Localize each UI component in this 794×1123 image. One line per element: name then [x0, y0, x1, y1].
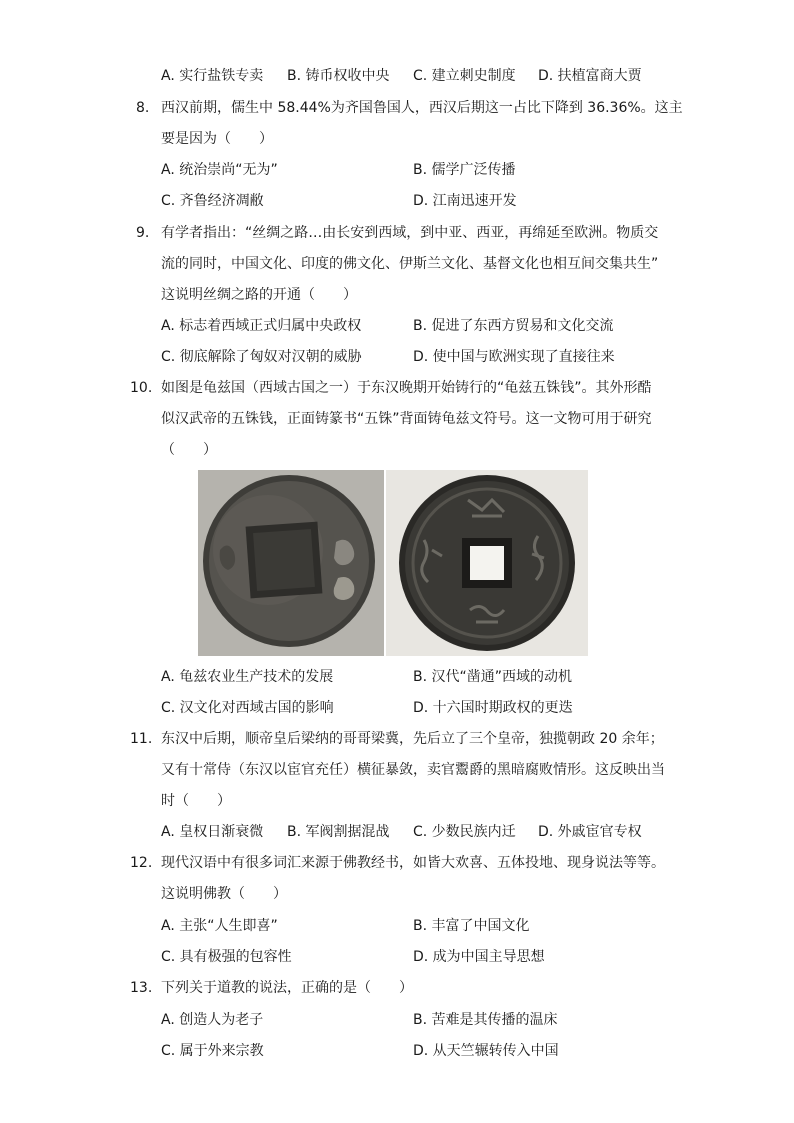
q12-option-c[interactable]: C. 具有极强的包容性: [161, 949, 292, 965]
q9-stem-line-3: 这说明丝绸之路的开通（ ）: [161, 287, 357, 303]
q9-option-d[interactable]: D. 使中国与欧洲实现了直接往来: [413, 349, 615, 365]
q9-number: 9.: [136, 225, 150, 241]
q10-option-c[interactable]: C. 汉文化对西域古国的影响: [161, 700, 334, 716]
q12-option-d[interactable]: D. 成为中国主导思想: [413, 949, 545, 965]
q10-option-d[interactable]: D. 十六国时期政权的更迭: [413, 700, 573, 716]
q12-stem-line-2: 这说明佛教（ ）: [161, 886, 287, 902]
q11-stem-line-1: 东汉中后期，顺帝皇后梁纳的哥哥梁冀，先后立了三个皇帝，独揽朝政 20 余年；: [161, 731, 664, 747]
q8-option-c[interactable]: C. 齐鲁经济凋敝: [161, 193, 264, 209]
q9-stem-line-2: 流的同时，中国文化、印度的佛文化、伊斯兰文化、基督文化也相互间交集共生”: [161, 256, 659, 272]
q13-option-a[interactable]: A. 创造人为老子: [161, 1012, 264, 1028]
q13-option-c[interactable]: C. 属于外来宗教: [161, 1043, 264, 1059]
q9-option-b[interactable]: B. 促进了东西方贸易和文化交流: [413, 318, 614, 334]
q9-stem-line-1: 有学者指出：“丝绸之路…由长安到西域，到中亚、西亚，再绵延至欧洲。物质交: [161, 225, 659, 241]
q11-option-d[interactable]: D. 外戚宦官专权: [538, 824, 642, 840]
q11-option-b[interactable]: B. 军阀割据混战: [287, 824, 390, 840]
q13-number: 13.: [130, 980, 153, 996]
coin-reverse-image: [198, 470, 384, 656]
q8-option-a[interactable]: A. 统治崇尚“无为”: [161, 162, 278, 178]
q11-stem-line-2: 又有十常侍（东汉以宦官充任）横征暴敛，卖官鬻爵的黑暗腐败情形。这反映出当: [161, 762, 665, 778]
q9-option-a[interactable]: A. 标志着西域正式归属中央政权: [161, 318, 362, 334]
q9-option-c[interactable]: C. 彻底解除了匈奴对汉朝的威胁: [161, 349, 362, 365]
q10-stem-line-2: 似汉武帝的五铢钱，正面铸篆书“五铢”背面铸龟兹文符号。这一文物可用于研究: [161, 411, 652, 427]
q12-option-b[interactable]: B. 丰富了中国文化: [413, 918, 530, 934]
q13-option-b[interactable]: B. 苦难是其传播的温床: [413, 1012, 558, 1028]
q12-number: 12.: [130, 855, 153, 871]
q11-number: 11.: [130, 731, 153, 747]
q7-option-a[interactable]: A. 实行盐铁专卖: [161, 68, 264, 84]
q8-number: 8.: [136, 100, 150, 116]
q11-option-c[interactable]: C. 少数民族内迁: [413, 824, 516, 840]
q8-option-d[interactable]: D. 江南迅速开发: [413, 193, 517, 209]
q11-stem-line-3: 时（ ）: [161, 793, 231, 809]
q10-option-a[interactable]: A. 龟兹农业生产技术的发展: [161, 669, 334, 685]
q13-option-d[interactable]: D. 从天竺辗转传入中国: [413, 1043, 559, 1059]
q8-stem-line-2: 要是因为（ ）: [161, 131, 273, 147]
coin-photo-reverse: [198, 470, 384, 656]
q7-option-c[interactable]: C. 建立刺史制度: [413, 68, 516, 84]
q8-stem-line-1: 西汉前期，儒生中 58.44%为齐国鲁国人，西汉后期这一占比下降到 36.36%。这主: [161, 100, 683, 116]
q7-option-b[interactable]: B. 铸币权收中央: [287, 68, 390, 84]
q10-number: 10.: [130, 380, 153, 396]
q12-option-a[interactable]: A. 主张“人生即喜”: [161, 918, 278, 934]
q11-option-a[interactable]: A. 皇权日渐衰微: [161, 824, 264, 840]
q10-stem-line-3: （ ）: [161, 442, 217, 458]
q12-stem-line-1: 现代汉语中有很多词汇来源于佛教经书，如皆大欢喜、五体投地、现身说法等等。: [161, 855, 665, 871]
q10-option-b[interactable]: B. 汉代“凿通”西域的动机: [413, 669, 573, 685]
coin-obverse-image: [386, 470, 588, 656]
q8-option-b[interactable]: B. 儒学广泛传播: [413, 162, 516, 178]
q13-stem-line-1: 下列关于道教的说法，正确的是（ ）: [161, 980, 413, 996]
q10-stem-line-1: 如图是龟兹国（西域古国之一）于东汉晚期开始铸行的“龟兹五铢钱”。其外形酷: [161, 380, 652, 396]
coin-photo-obverse: [386, 470, 588, 656]
q7-option-d[interactable]: D. 扶植富商大贾: [538, 68, 642, 84]
